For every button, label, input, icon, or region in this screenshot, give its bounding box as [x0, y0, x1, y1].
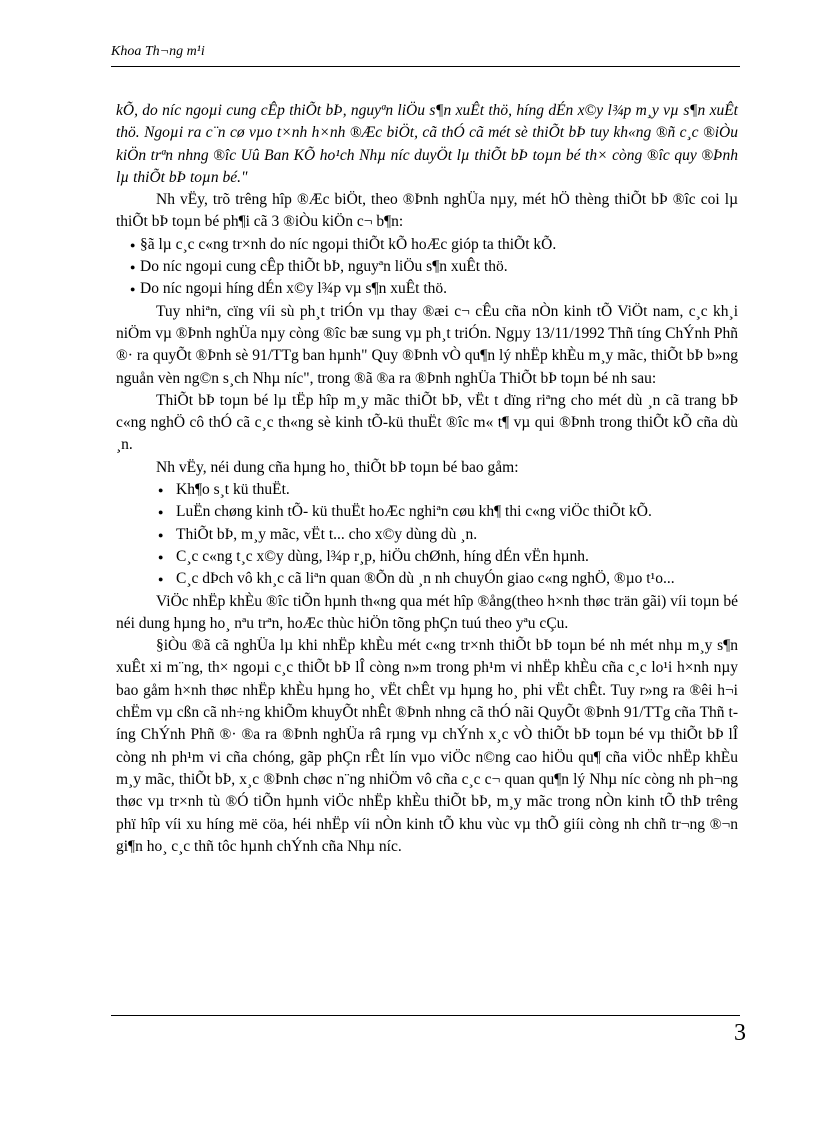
paragraph-contents-intro: Nh vËy, néi dung cña hµng ho¸ thiÕt bÞ toµn bé bao gåm: — [156, 458, 519, 476]
contents-list — [116, 479, 738, 590]
list-item: ● C¸c dÞch vô kh¸c cã liªn quan ®Õn dù ¸n nh chuyÓn giao c«ng nghÖ, ®µo t¹o... — [176, 568, 738, 590]
quoted-definition: kÕ, do níc ngoµi cung cÊp thiÕt bÞ, nguyªn liÖu s¶n xuÊt thö, híng dÉn x©y l¾p m¸y vµ s¶n xuÊt thö. Ngoµi ra c¨n cø vµo t×nh h×nh ®Æc biÖt, cã thÓ cã mét sè thiÕt bÞ tuy kh«ng ®ñ c¸c ®iÒu kiÖn trªn nhng ®îc Uû Ban KÕ ho¹ch Nhµ níc duyÖt lµ thiÕt bÞ toµn bé th× còng ®îc quy ®Þnh lµ thiÕt bÞ toµn bé." — [116, 102, 738, 186]
page-body — [116, 100, 738, 858]
list-item: ● §ã lµ c¸c c«ng tr×nh do níc ngoµi thiÕt kÕ hoÆc gióp ta thiÕt kÕ. — [140, 234, 738, 256]
list-item: ● Kh¶o s¸t kü thuËt. — [176, 479, 738, 501]
list-item: ● ThiÕt bÞ, m¸y mãc, vËt t... cho x©y dùng dù ¸n. — [176, 524, 738, 546]
conditions-list — [116, 234, 738, 301]
paragraph-import-contract: ViÖc nhËp khÈu ®îc tiÕn hµnh th«ng qua mét hîp ®ång(theo h×nh thøc trän gãi) víi toµn bé néi dung hµng ho¸ nªu trªn, hoÆc thùc hiÖn tõng phÇn tuú theo yªu cÇu. — [116, 592, 738, 632]
paragraph-conditions-intro: Nh vËy, trõ trêng hîp ®Æc biÖt, theo ®Þnh nghÜa nµy, mét hÖ thèng thiÕt bÞ ®îc coi lµ thiÕt bÞ toµn bé ph¶i cã 3 ®iÒu kiÖn c¬ b¶n: — [116, 191, 738, 231]
paragraph-significance: §iÒu ®ã cã nghÜa lµ khi nhËp khÈu mét c«ng tr×nh thiÕt bÞ toµn bé nh mét nhµ m¸y s¶n xuÊt xi m¨ng, th× ngoµi c¸c thiÕt bÞ lÎ còng n»m trong ph¹m vi nhËp khÈu cña c¸c lo¹i h×nh nµy bao gåm h×nh thøc nhËp khÈu hµng ho¸ vËt chÊt vµ hµng ho¸ phi vËt chÊt. Tuy r»ng ra ®êi h¬i chËm vµ cßn cã nh÷ng khiÕm khuyÕt nhÊt ®Þnh nhng cã thÓ nãi QuyÕt ®Þnh 91/TTg cña Thñ tíng ChÝnh Phñ ®· ®a ra ®Þnh nghÜa râ rµng vµ chÝnh x¸c vÒ thiÕt bÞ toµn bé vµ thiÕt bÞ lÎ còng nh ph¹m vi cña chóng, gãp phÇn rÊt lín vµo viÖc n©ng cao hiÖu qu¶ cña viÖc nhËp khÈu m¸y mãc, thiÕt bÞ, x¸c ®Þnh chøc n¨ng nhiÖm vô cña c¸c c¬ quan qu¶n lý Nhµ níc còng nh ph¬ng thøc vµ tr×nh tù ®Ó tiÕn hµnh viÖc nhËp khÈu thiÕt bÞ, m¸y mãc trong nÒn kinh tÕ thÞ trêng phï hîp víi xu híng më cöa, héi nhËp víi nÒn kinh tÕ khu vùc vµ thÕ giíi còng nh chñ tr¬ng ®¬n gi¶n ho¸ c¸c thñ tôc hµnh chÝnh cña Nhµ níc. — [116, 637, 738, 855]
running-header: Khoa Th¬ng m¹i — [111, 44, 205, 59]
footer-divider — [111, 1015, 740, 1016]
list-item: ● Do níc ngoµi híng dÉn x©y l¾p vµ s¶n xuÊt thö. — [140, 278, 738, 300]
list-item: ● Do níc ngoµi cung cÊp thiÕt bÞ, nguyªn liÖu s¶n xuÊt thö. — [140, 256, 738, 278]
header-divider — [111, 66, 740, 67]
list-item: ● LuËn chøng kinh tÕ- kü thuËt hoÆc nghiªn cøu kh¶ thi c«ng viÖc thiÕt kÕ. — [176, 501, 738, 523]
paragraph-decision: Tuy nhiªn, cïng víi sù ph¸t triÓn vµ thay ®æi c¬ cÊu cña nÒn kinh tÕ ViÖt nam, c¸c kh¸i niÖm vµ ®Þnh nghÜa nµy còng ®îc bæ sung vµ ph¸t triÓn. Ngµy 13/11/1992 Thñ tíng ChÝnh Phñ ®· ra quyÕt ®Þnh sè 91/TTg ban hµnh" Quy ®Þnh vÒ qu¶n lý nhËp khÈu m¸y mãc, thiÕt bÞ b»ng nguån vèn ng©n s¸ch Nhµ níc", trong ®ã ®a ra ®Þnh nghÜa ThiÕt bÞ toµn bé nh sau: — [116, 302, 738, 387]
paragraph-definition: ThiÕt bÞ toµn bé lµ tËp hîp m¸y mãc thiÕt bÞ, vËt t dïng riªng cho mét dù ¸n cã trang bÞ c«ng nghÖ cô thÓ cã c¸c th«ng sè kinh tÕ-kü thuËt ®îc m« t¶ vµ qui ®Þnh trong thiÕt kÕ cña dù ¸n. — [116, 391, 738, 454]
list-item: ● C¸c c«ng t¸c x©y dùng, l¾p r¸p, hiÖu chØnh, híng dÉn vËn hµnh. — [176, 546, 738, 568]
page-number: 3 — [734, 1020, 746, 1046]
